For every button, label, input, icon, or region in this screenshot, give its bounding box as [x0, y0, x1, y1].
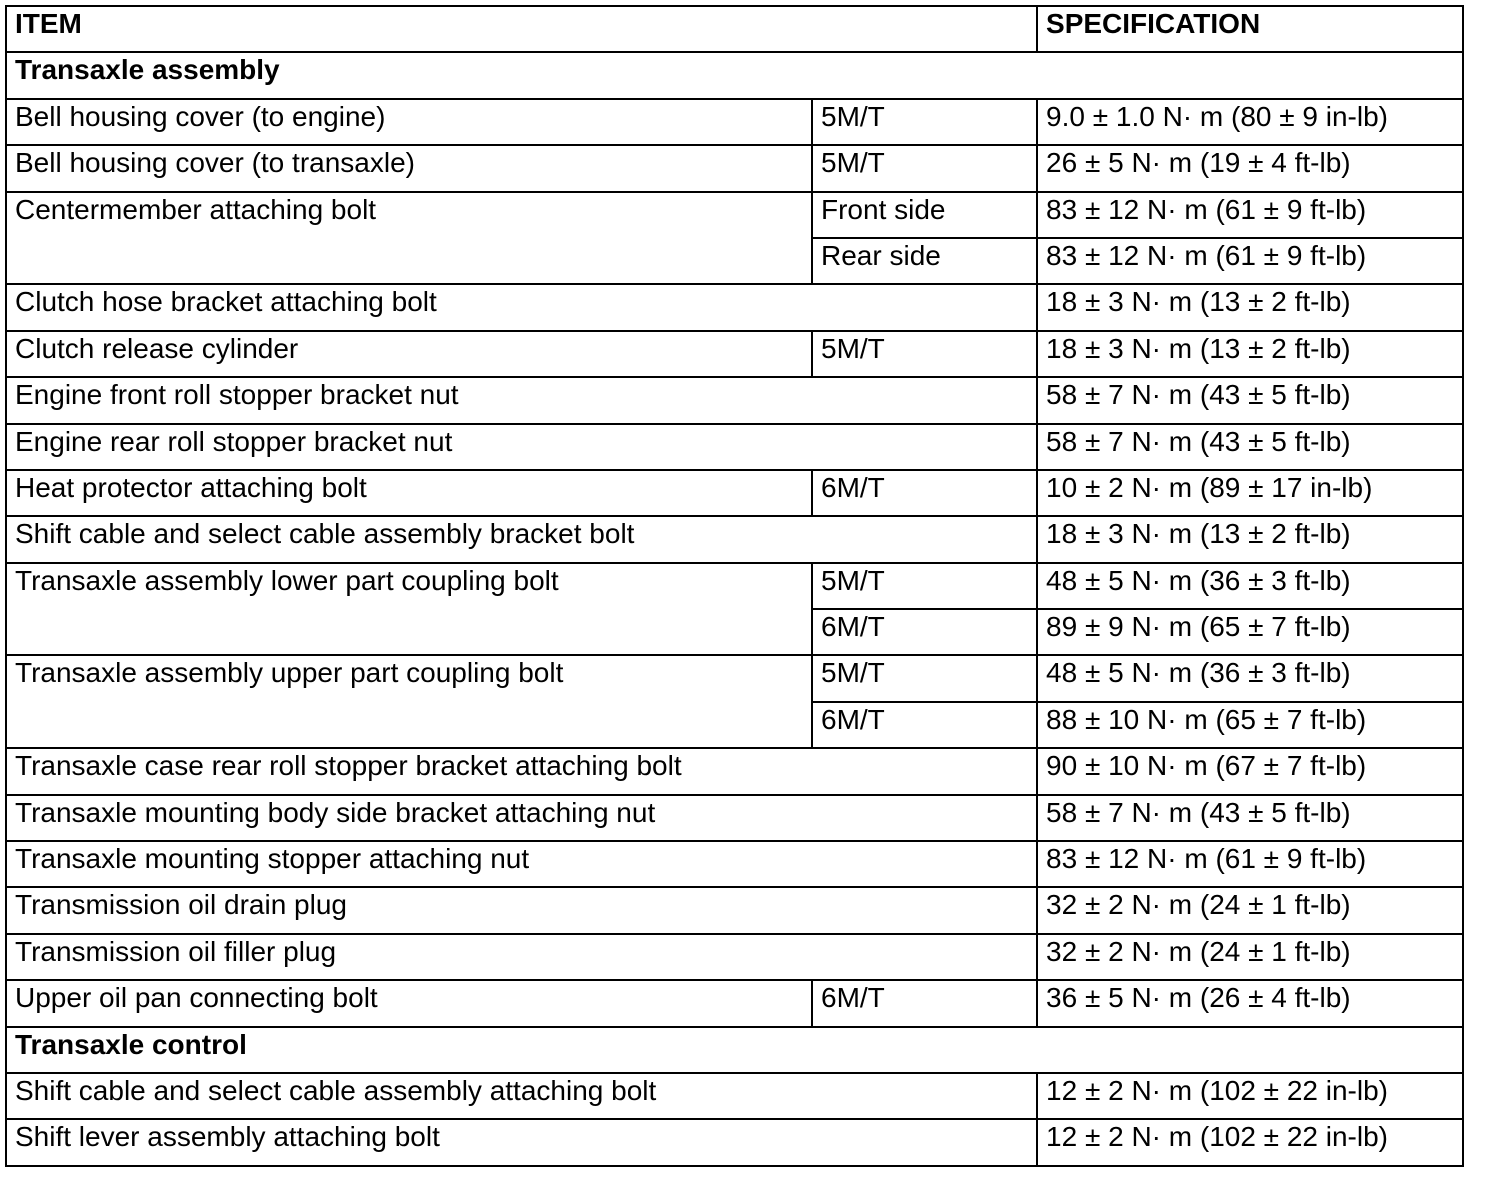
section-row — [6, 1027, 1463, 1073]
item-cell: Clutch hose bracket attaching bolt — [6, 284, 1037, 330]
condition-cell: 5M/T — [812, 99, 1037, 145]
section-row — [6, 52, 1463, 98]
condition-cell: Front side — [812, 192, 1037, 238]
table-row — [6, 563, 1463, 609]
item-cell: Shift cable and select cable assembly attaching bolt — [6, 1073, 1037, 1119]
specification-cell: 36 ± 5 N· m (26 ± 4 ft-lb) — [1037, 980, 1463, 1026]
specification-cell: 26 ± 5 N· m (19 ± 4 ft-lb) — [1037, 145, 1463, 191]
condition-cell: Rear side — [812, 238, 1037, 284]
item-cell: Shift cable and select cable assembly bracket bolt — [6, 516, 1037, 562]
table-row — [6, 516, 1463, 562]
condition-cell: 5M/T — [812, 563, 1037, 609]
specification-cell: 12 ± 2 N· m (102 ± 22 in-lb) — [1037, 1073, 1463, 1119]
specification-cell: 89 ± 9 N· m (65 ± 7 ft-lb) — [1037, 609, 1463, 655]
specification-cell: 32 ± 2 N· m (24 ± 1 ft-lb) — [1037, 934, 1463, 980]
item-cell: Shift lever assembly attaching bolt — [6, 1119, 1037, 1165]
table-body — [6, 6, 1463, 1166]
specification-cell: 88 ± 10 N· m (65 ± 7 ft-lb) — [1037, 702, 1463, 748]
table-row — [6, 284, 1463, 330]
table-row — [6, 424, 1463, 470]
item-cell: Bell housing cover (to transaxle) — [6, 145, 812, 191]
condition-cell: 6M/T — [812, 980, 1037, 1026]
specification-cell: 83 ± 12 N· m (61 ± 9 ft-lb) — [1037, 192, 1463, 238]
table-row — [6, 1119, 1463, 1165]
header-row — [6, 6, 1463, 52]
specification-cell: 10 ± 2 N· m (89 ± 17 in-lb) — [1037, 470, 1463, 516]
specification-cell: 32 ± 2 N· m (24 ± 1 ft-lb) — [1037, 887, 1463, 933]
table-row — [6, 841, 1463, 887]
table-row — [6, 887, 1463, 933]
item-cell: Transaxle mounting stopper attaching nut — [6, 841, 1037, 887]
specification-cell: 48 ± 5 N· m (36 ± 3 ft-lb) — [1037, 563, 1463, 609]
table-row — [6, 192, 1463, 238]
item-cell: Clutch release cylinder — [6, 331, 812, 377]
specification-cell: 18 ± 3 N· m (13 ± 2 ft-lb) — [1037, 284, 1463, 330]
item-cell: Centermember attaching bolt — [6, 192, 812, 285]
item-cell: Transaxle mounting body side bracket attaching nut — [6, 795, 1037, 841]
condition-cell: 5M/T — [812, 655, 1037, 701]
section-title: Transaxle control — [6, 1027, 1463, 1073]
specification-cell: 18 ± 3 N· m (13 ± 2 ft-lb) — [1037, 516, 1463, 562]
specification-cell: 58 ± 7 N· m (43 ± 5 ft-lb) — [1037, 795, 1463, 841]
condition-cell: 6M/T — [812, 470, 1037, 516]
table-row — [6, 748, 1463, 794]
specification-cell: 9.0 ± 1.0 N· m (80 ± 9 in-lb) — [1037, 99, 1463, 145]
item-cell: Transaxle case rear roll stopper bracket attaching bolt — [6, 748, 1037, 794]
header-item: ITEM — [6, 6, 1037, 52]
specification-cell: 90 ± 10 N· m (67 ± 7 ft-lb) — [1037, 748, 1463, 794]
item-cell: Upper oil pan connecting bolt — [6, 980, 812, 1026]
section-title: Transaxle assembly — [6, 52, 1463, 98]
table-row — [6, 980, 1463, 1026]
table-row — [6, 145, 1463, 191]
condition-cell: 6M/T — [812, 609, 1037, 655]
table-row — [6, 1073, 1463, 1119]
specification-cell: 83 ± 12 N· m (61 ± 9 ft-lb) — [1037, 238, 1463, 284]
table-row — [6, 934, 1463, 980]
condition-cell: 5M/T — [812, 331, 1037, 377]
condition-cell: 5M/T — [812, 145, 1037, 191]
table-row — [6, 331, 1463, 377]
table-row — [6, 655, 1463, 701]
item-cell: Engine front roll stopper bracket nut — [6, 377, 1037, 423]
specification-cell: 12 ± 2 N· m (102 ± 22 in-lb) — [1037, 1119, 1463, 1165]
specification-cell: 18 ± 3 N· m (13 ± 2 ft-lb) — [1037, 331, 1463, 377]
item-cell: Engine rear roll stopper bracket nut — [6, 424, 1037, 470]
specification-cell: 48 ± 5 N· m (36 ± 3 ft-lb) — [1037, 655, 1463, 701]
specification-cell: 58 ± 7 N· m (43 ± 5 ft-lb) — [1037, 377, 1463, 423]
specification-cell: 58 ± 7 N· m (43 ± 5 ft-lb) — [1037, 424, 1463, 470]
specification-cell: 83 ± 12 N· m (61 ± 9 ft-lb) — [1037, 841, 1463, 887]
torque-spec-table — [5, 5, 1464, 1167]
item-cell: Bell housing cover (to engine) — [6, 99, 812, 145]
table-row — [6, 470, 1463, 516]
item-cell: Transmission oil drain plug — [6, 887, 1037, 933]
item-cell: Heat protector attaching bolt — [6, 470, 812, 516]
table-row — [6, 795, 1463, 841]
header-specification: SPECIFICATION — [1037, 6, 1463, 52]
condition-cell: 6M/T — [812, 702, 1037, 748]
item-cell: Transaxle assembly lower part coupling bolt — [6, 563, 812, 656]
item-cell: Transaxle assembly upper part coupling bolt — [6, 655, 812, 748]
item-cell: Transmission oil filler plug — [6, 934, 1037, 980]
table-row — [6, 377, 1463, 423]
table-row — [6, 99, 1463, 145]
